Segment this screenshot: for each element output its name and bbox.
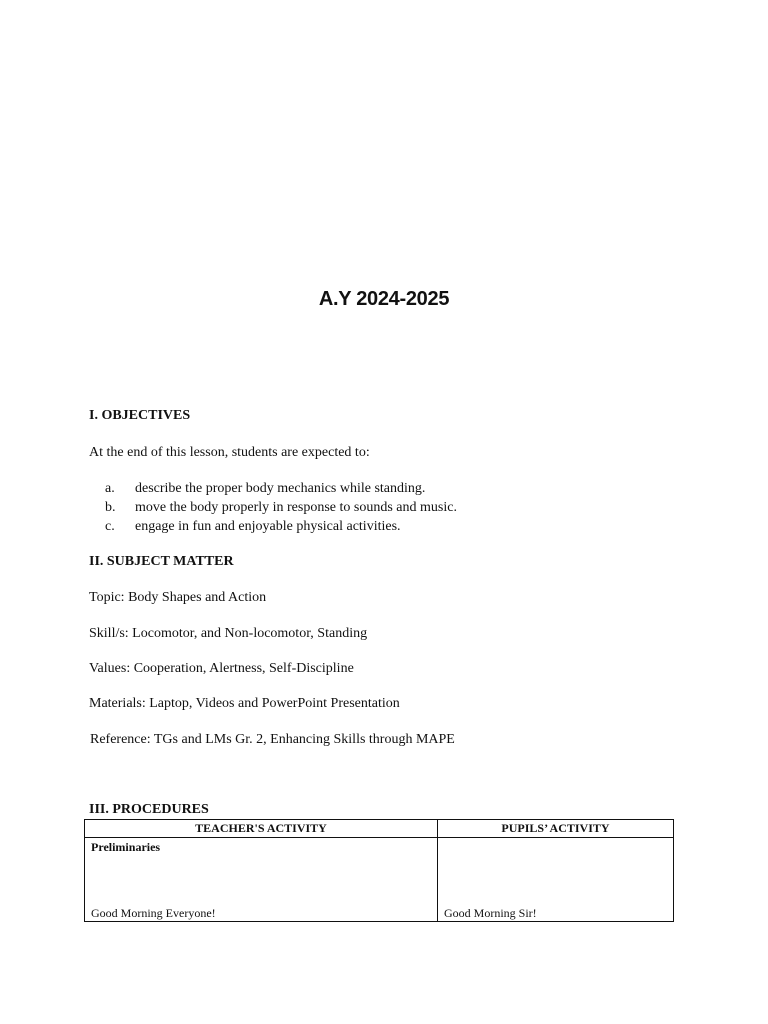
topic-line: Topic: Body Shapes and Action <box>89 590 267 605</box>
subject-matter-heading: II. SUBJECT MATTER <box>89 554 234 569</box>
objective-marker: b. <box>105 500 116 515</box>
objective-item <box>105 519 401 535</box>
teacher-greeting: Good Morning Everyone! <box>91 906 216 920</box>
procedures-heading: III. PROCEDURES <box>89 802 209 817</box>
academic-year-title: A.Y 2024-2025 <box>318 288 450 310</box>
pupils-activity-cell <box>438 838 674 922</box>
materials-line: Materials: Laptop, Videos and PowerPoint Presentation <box>89 696 400 711</box>
objective-text: engage in fun and enjoyable physical activities. <box>135 519 401 534</box>
reference-line: Reference: TGs and LMs Gr. 2, Enhancing Skills through MAPE <box>90 732 455 747</box>
teacher-activity-cell <box>85 838 438 922</box>
objectives-intro: At the end of this lesson, students are expected to: <box>89 445 370 460</box>
objective-marker: c. <box>105 519 115 534</box>
pupils-activity-header: PUPILS’ ACTIVITY <box>438 820 674 838</box>
objective-item <box>105 500 457 516</box>
objective-text: move the body properly in response to sounds and music. <box>135 500 457 515</box>
teacher-activity-header: TEACHER'S ACTIVITY <box>85 820 438 838</box>
table-row <box>85 838 674 922</box>
objective-item <box>105 481 425 497</box>
skills-line: Skill/s: Locomotor, and Non-locomotor, Standing <box>89 626 368 641</box>
preliminaries-label: Preliminaries <box>91 840 161 854</box>
objective-text: describe the proper body mechanics while standing. <box>135 481 426 496</box>
procedures-table <box>84 819 674 922</box>
table-header-row <box>85 820 674 838</box>
objectives-heading: I. OBJECTIVES <box>89 408 191 423</box>
values-line: Values: Cooperation, Alertness, Self-Discipline <box>89 661 354 676</box>
pupils-greeting: Good Morning Sir! <box>444 906 537 920</box>
objective-marker: a. <box>105 481 115 496</box>
